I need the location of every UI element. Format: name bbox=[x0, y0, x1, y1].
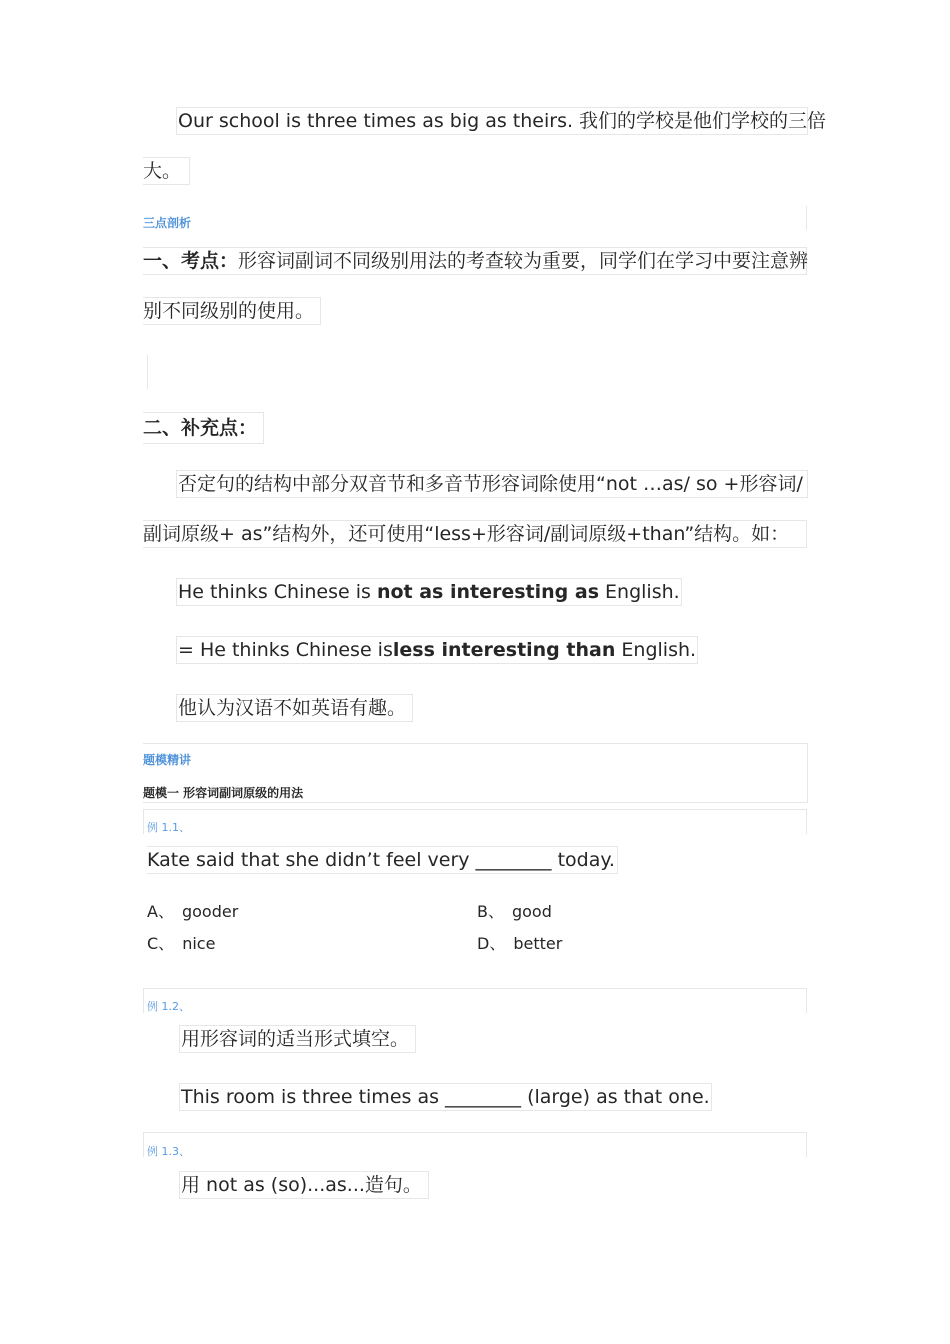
example-2-pre: = He thinks Chinese is bbox=[178, 639, 393, 661]
q1-number: 例 1.1、 bbox=[147, 821, 190, 834]
q1-option-c-text: nice bbox=[182, 934, 216, 953]
q2-instruction: 用形容词的适当形式填空。 bbox=[179, 1025, 416, 1053]
supplement-line-1: 否定句的结构中部分双音节和多音节形容词除使用“not …as/ so +形容词/ bbox=[176, 470, 808, 498]
q1-option-a-letter: A、 bbox=[147, 902, 174, 921]
q1-option-d[interactable] bbox=[477, 933, 562, 955]
point1-label: 一、考点： bbox=[143, 250, 239, 272]
example-1-post: English. bbox=[599, 581, 680, 603]
analysis-tag: 三点剖析 bbox=[143, 216, 192, 230]
example-1-pre: He thinks Chinese is bbox=[178, 581, 377, 603]
example-2-bold: less interesting than bbox=[392, 639, 616, 661]
example-2-post: English. bbox=[615, 639, 697, 661]
q1-stem: Kate said that she didn’t feel very ________ today. bbox=[147, 846, 618, 874]
q3-instruction: 用 not as (so)...as...造句。 bbox=[179, 1171, 429, 1199]
model1-title: 题模一 形容词副词原级的用法 bbox=[143, 786, 304, 800]
analysis-tag-frame bbox=[143, 206, 807, 230]
example-3: 他认为汉语不如英语有趣。 bbox=[176, 694, 413, 722]
intro-line-2: 大。 bbox=[143, 157, 190, 185]
point2-label: 二、补充点： bbox=[143, 412, 264, 444]
q1-option-a-text: gooder bbox=[181, 902, 239, 921]
example-1 bbox=[176, 578, 682, 606]
divider-mark bbox=[147, 355, 148, 389]
model-tag: 题模精讲 bbox=[143, 753, 192, 767]
example-1-bold: not as interesting as bbox=[376, 581, 599, 603]
q1-num-frame bbox=[143, 809, 807, 834]
q1-option-c-letter: C、 bbox=[147, 934, 175, 953]
q3-num-frame bbox=[143, 1132, 807, 1157]
q2-num-frame bbox=[143, 988, 807, 1013]
example-2 bbox=[176, 636, 698, 664]
q1-option-b[interactable] bbox=[477, 901, 552, 923]
point1-line-1 bbox=[143, 247, 807, 275]
intro-line-1: Our school is three times as big as theirs. 我们的学校是他们学校的三倍 bbox=[176, 107, 808, 135]
q1-option-a[interactable] bbox=[147, 901, 238, 923]
q1-option-c[interactable] bbox=[147, 933, 215, 955]
q1-option-d-letter: D、 bbox=[477, 934, 506, 953]
q2-number: 例 1.2、 bbox=[147, 1000, 190, 1013]
point1-text-1: 形容词副词不同级别用法的考查较为重要，同学们在学习中要注意辨 bbox=[238, 250, 809, 272]
point1-line-2: 别不同级别的使用。 bbox=[143, 297, 321, 325]
q1-option-b-letter: B、 bbox=[477, 902, 504, 921]
q1-option-b-text: good bbox=[511, 902, 552, 921]
q1-option-d-text: better bbox=[513, 934, 563, 953]
q3-number: 例 1.3、 bbox=[147, 1145, 190, 1158]
q2-stem: This room is three times as ________ (large) as that one. bbox=[179, 1083, 712, 1111]
supplement-line-2: 副词原级+ as”结构外，还可使用“less+形容词/副词原级+than”结构。如： bbox=[143, 520, 807, 548]
